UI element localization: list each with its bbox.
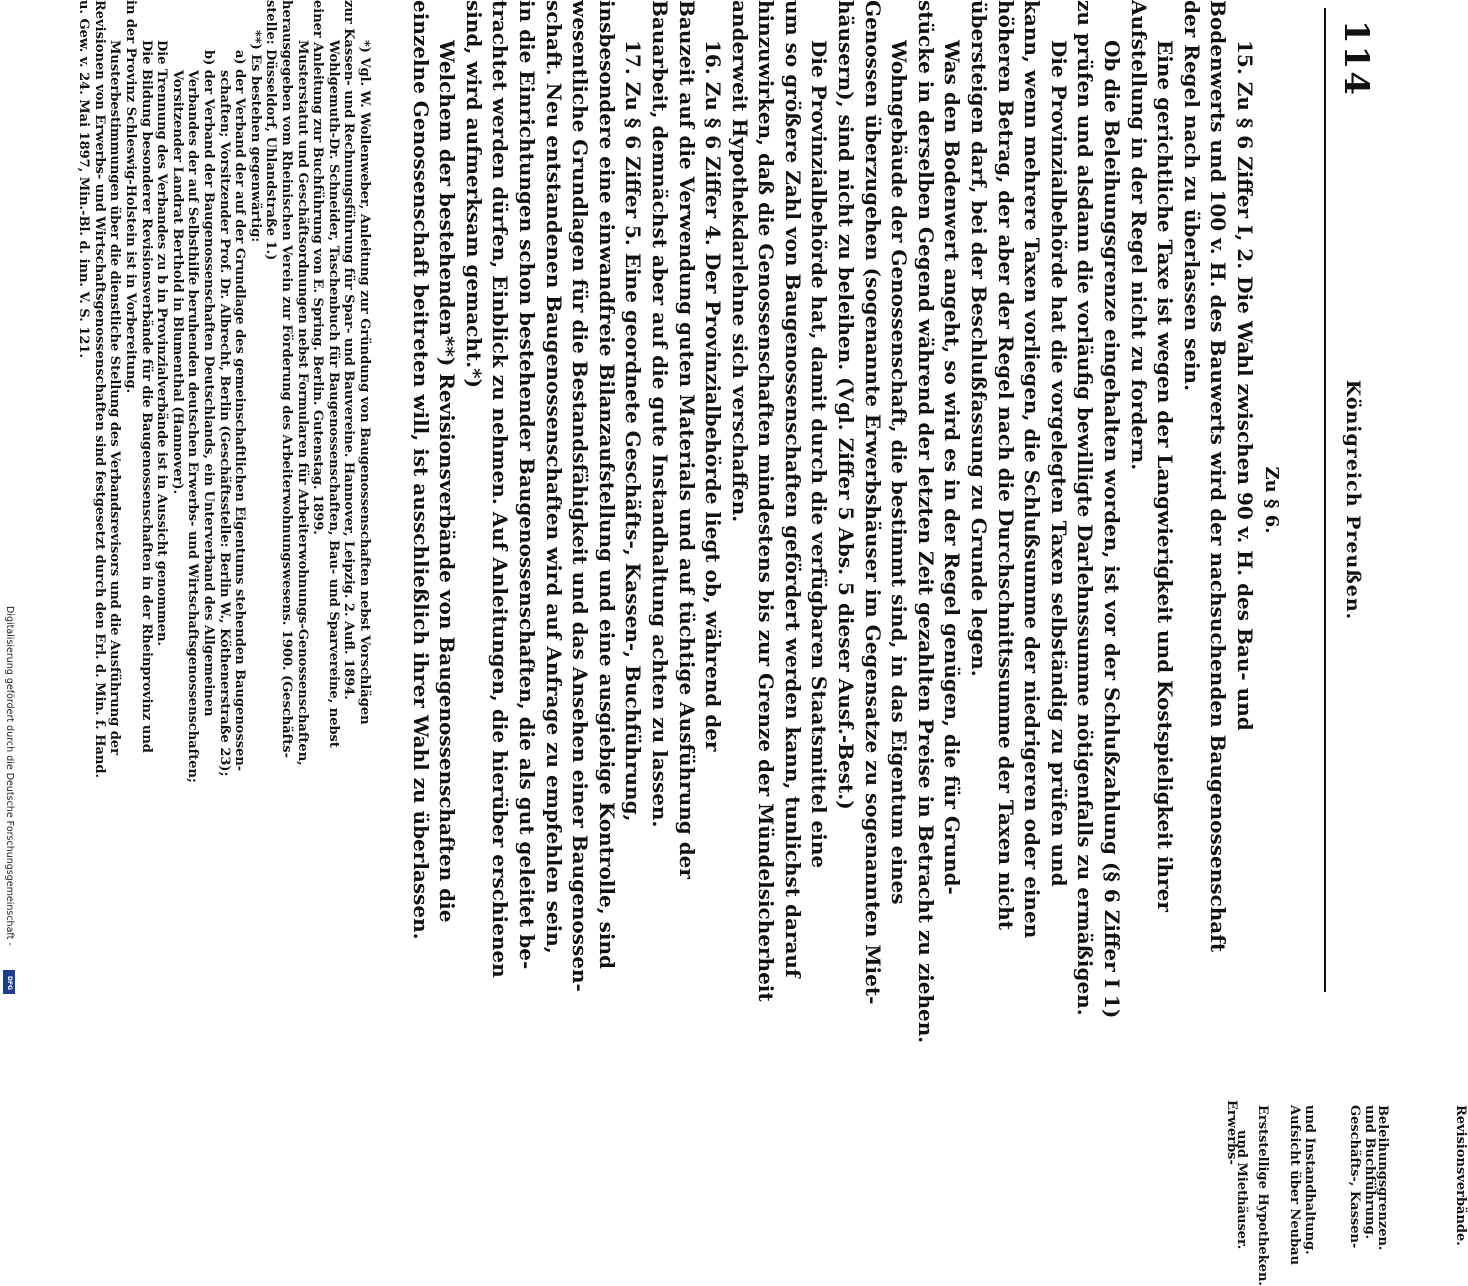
body-line: Welchem der bestehenden**) Revisionsverbände von Baugenossenschaften die xyxy=(435,40,460,923)
body-line: Bauzeit auf die Verwendung guten Materials und auf tüchtige Ausführung der xyxy=(674,0,699,879)
body-line: in die Einrichtungen schon bestehender Baugenossenschaften, die als gut geleitet be- xyxy=(514,0,539,970)
margin-note-beleihungsgrenzen: Beleihungsgrenzen. xyxy=(1375,1105,1390,1251)
body-line: 15. Zu § 6 Ziffer I, 2. Die Wahl zwischen 90 v. H. des Bau- und xyxy=(1233,40,1257,731)
footnote-line: Vorsitzender Landrat Berthold in Blumenthal (Hannover). xyxy=(169,70,185,495)
margin-note-geschaefts-2: und Buchführung. xyxy=(1362,1105,1377,1240)
body-line: der Regel nach zu überlassen sein. xyxy=(1179,0,1204,392)
rotated-page xyxy=(76,0,1468,1286)
body-line: einzelne Genossenschaft beitreten will, ist ausschließlich ihrer Wahl zu überlassen. xyxy=(408,0,433,940)
footnote-line: u. Gew. v. 24. Mai 1897, Min.-Bl. d. inn. V. S. 121. xyxy=(76,0,92,358)
body-line: Ob die Beleihungsgrenze eingehalten worden, ist vor der Schlußzahlung (§ 6 Ziffer I 1) xyxy=(1100,40,1125,1019)
body-line: insbesondere eine einwandfreie Bilanzaufstellung und eine ausgiebige Kontrolle, sind xyxy=(594,0,619,970)
footnote-line: Revisionen von Erwerbs- und Wirtschaftsgenossenschaften sind festgesetzt durch den Erl. d. Min. f. Hand. xyxy=(91,0,107,778)
footnote-line: Die Trennung des Verbandes zu b in Provinzialverbände ist in Aussicht genommen. xyxy=(154,40,170,646)
footnote-line: stelle: Düsseldorf, Uhlandstraße 1.) xyxy=(263,0,279,261)
footnote-line: **) Es bestehen gegenwärtig: xyxy=(247,30,263,243)
margin-note-erwerbs-1: Erwerbs- xyxy=(1224,1100,1239,1165)
margin-note-erwerbs-2: und Miethäuser. xyxy=(1234,1130,1249,1250)
footnote-line: zur Kassen- und Rechnungsführung für Spar- und Bauvereine. Hannover, Leipzig. 2. Aufl. 1894. xyxy=(341,0,357,700)
body-line: sind, wird aufmerksam gemacht.*) xyxy=(461,0,486,389)
dfg-logo-text: DFG xyxy=(6,976,13,991)
page-number: 114 xyxy=(1336,20,1376,97)
margin-note-aufsicht-1: Aufsicht über Neubau xyxy=(1287,1105,1302,1266)
body-line: Eine gerichtliche Taxe ist wegen der Langwierigkeit und Kostspieligkeit ihrer xyxy=(1153,40,1178,912)
body-line: Die Provinzialbehörde hat die vorgelegten Taxen selbständig zu prüfen und xyxy=(1046,40,1071,887)
footnote-line: schaften; Vorsitzender Prof. Dr. Albrecht, Berlin (Geschäftsstelle: Berlin W., Köthenerstraße 23); xyxy=(216,70,232,777)
body-line: 16. Zu § 6 Ziffer 4. Der Provinzialbehörde liegt ob, während der xyxy=(701,40,726,752)
footnote-line: Musterbestimmungen über die dienstliche Stellung des Verbandsrevisors und die Ausführung der xyxy=(107,40,123,756)
body-line: Wohngebäude der Genossenschaft, die bestimmt sind, in das Eigentum eines xyxy=(887,40,912,905)
margin-note-revisionsverbaende: Revisionsverbände. xyxy=(1453,1105,1468,1246)
body-line: schaft. Neu entstandenen Baugenossenschaften wird auf Anfrage zu empfehlen sein, xyxy=(541,0,566,954)
footnote-line: Musterstatut und Geschäftsordnungen nebst Formularen für Arbeiterwohnungs-Genossenschaften, xyxy=(294,40,310,766)
footnote-line: in der Provinz Schleswig-Holstein ist in Vorbereitung. xyxy=(123,0,139,394)
digitization-note: Digitalisierung gefördert durch die Deutsche Forschungsgemeinschaft - xyxy=(4,606,15,946)
margin-note-aufsicht-2: und Instandhaltung. xyxy=(1302,1105,1317,1255)
body-line: häusern), sind nicht zu beleihen. (Vgl. Ziffer 5 Abs. 5 dieser Ausf.-Best.) xyxy=(834,0,859,810)
footnote-line: b) der Verband der Baugenossenschaften Deutschlands, ein Unterverband des Allgemeinen xyxy=(201,50,217,717)
body-line: übersteigen darf, bei der Beschlußfassung zu Grunde legen. xyxy=(967,0,992,677)
body-line: Bodenwerts und 100 v. H. des Bauwerts wird der nachsuchenden Baugenossenschaft xyxy=(1206,0,1231,953)
body-line: Die Provinzialbehörde hat, damit durch die verfügbaren Staatsmittel eine xyxy=(807,40,832,869)
body-line: 17. Zu § 6 Ziffer 5. Eine geordnete Geschäfts-, Kassen-, Buchführung, xyxy=(621,40,646,822)
margin-note-geschaefts-1: Geschäfts-, Kassen- xyxy=(1347,1105,1362,1249)
body-line: stücke in derselben Gegend während der letzten Zeit gezahlten Preise in Betracht zu ziehen. xyxy=(913,0,938,1044)
body-line: Bauarbeit, demnächst aber auf die gute Instandhaltung achten zu lassen. xyxy=(647,0,672,828)
section-heading: Zu § 6. xyxy=(1261,466,1282,534)
footnote-line: einer Anleitung zur Buchführung von E. Spring. Berlin. Gutenstag. 1899. xyxy=(310,0,326,535)
body-line: hinzuwirken, daß die Genossenschaften mindestens bis zur Grenze der Mündelsicherheit xyxy=(754,0,779,1002)
body-line: Was den Bodenwert angeht, so wird es in der Regel genügen, die für Grund- xyxy=(940,40,965,895)
header-rule xyxy=(1324,8,1326,992)
footnote-line: Wohlgemuth-Dr. Schneider, Taschenbuch für Baugenossenschaften, Bau- und Sparvereine, nebst xyxy=(325,40,341,748)
footnote-line: Die Bildung besonderer Revisionsverbände für die Baugenossenschaften in der Rheinprovinz und xyxy=(138,40,154,753)
dfg-logo xyxy=(3,970,15,994)
body-line: anderweit Hypothekdarlehne sich verschaffen. xyxy=(727,0,752,523)
body-line: höheren Betrag, der aber der Regel nach die Durchschnittssumme der Taxen nicht xyxy=(993,0,1018,931)
footnote-line: a) der Verband der auf der Grundlage des gemeinschaftlichen Eigentums stehenden Baugenossen- xyxy=(232,50,248,772)
digitization-credit xyxy=(3,606,15,994)
body-line: um so größere Zahl von Baugenossenschaften gefördert werden kann, tunlichst darauf xyxy=(780,0,805,978)
footnote-line: Verbandes der auf Selbsthilfe beruhenden deutschen Erwerbs- und Wirtschaftsgenossenschaften; xyxy=(185,70,201,783)
body-line: wesentliche Grundlagen für die Bestandsfähigkeit und das Ansehen einer Baugenossen- xyxy=(568,0,593,992)
body-line: kann, wenn mehrere Taxen vorliegen, die Schlußsumme der niedrigeren oder einen xyxy=(1020,0,1045,939)
body-line: Aufstellung in der Regel nicht zu fordern. xyxy=(1126,0,1151,471)
footnote-line: *) Vgl. W. Wollenweber, Anleitung zur Gründung von Baugenossenschaften nebst Vorschlägen xyxy=(357,40,372,725)
margin-note-erststellige: Erststellige Hypotheken. xyxy=(1255,1105,1270,1286)
footnote-line: herausgegeben vom Rheinischen Verein zur Förderung des Arbeiterwohnungswesens. 1900. (Geschäfts- xyxy=(279,0,295,758)
running-header: Königreich Preußen. xyxy=(1342,379,1364,621)
footnotes xyxy=(76,0,372,1000)
body-line: zu prüfen und alsdann die vorläufig bewilligte Darlehnssumme nötigenfalls zu ermäßigen. xyxy=(1073,0,1098,1016)
body-line: trachtet werden dürfen, Einblick zu nehmen. Auf Anleitungen, die hierüber erschienen xyxy=(488,0,513,978)
paragraph-15 xyxy=(407,0,1258,1044)
body-line: Genossen überzugehen (sogenannte Erwerbshäuser im Gegensatze zu sogenannten Miet- xyxy=(860,0,885,1005)
